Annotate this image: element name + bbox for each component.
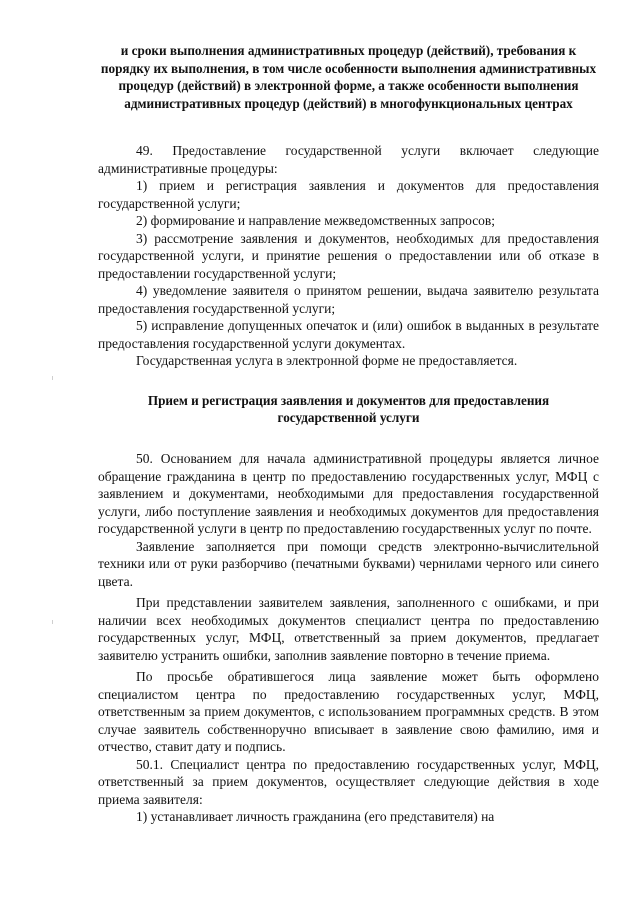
scan-margin-mark-top — [52, 376, 53, 380]
paragraph-49-intro: 49. Предоставление государственной услуги включает следующие административные процедуры: — [98, 143, 599, 176]
scan-margin-mark-bottom — [52, 620, 53, 624]
document-page — [98, 42, 599, 826]
section-heading-procedures: и сроки выполнения административных процедур (действий), требования к порядку их выполнения, в том числе особенности выполнения административных процедур (действий) в электронной форме, а также особенности выполнения административных процедур (действий) в многофункциональных центрах — [100, 43, 597, 111]
paragraph-50-4: По просьбе обратившегося лица заявление может быть оформлено специалистом центра по предоставлению государственных услуг, МФЦ, ответственным за прием документов, с использованием программных средств. В этом случае заявитель собственноручно вписывает в заявление свою фамилию, имя и отчество, ставит дату и подпись. — [98, 669, 599, 755]
section-heading-reception: Прием и регистрация заявления и документов для предоставления государственной услуги — [147, 392, 550, 426]
paragraph-50-1-1: 50.1. Специалист центра по предоставлению государственных услуг, МФЦ, ответственный за прием документов, осуществляет следующие действия в ходе приема заявителя: — [98, 756, 599, 807]
paragraph-50-1: 50. Основанием для начала административной процедуры является личное обращение гражданина в центр по предоставлению государственных услуг, МФЦ с заявлением и документами, необходимыми для предоставления государственной услуги, либо поступление заявления и необходимых документов для предоставления государственной услуги в центр по предоставлению государственных услуг по почте. — [98, 451, 599, 537]
list-item-49-1: 1) прием и регистрация заявления и документов для предоставления государственной услуги; — [98, 178, 599, 211]
paragraph-50-1-item-1: 1) устанавливает личность гражданина (его представителя) на — [136, 809, 495, 825]
paragraph-49-note: Государственная услуга в электронной форме не предоставляется. — [136, 353, 518, 369]
list-item-49-5: 5) исправление допущенных опечаток и (или) ошибок в выданных в результате предоставления государственной услуги документах. — [98, 318, 599, 351]
paragraph-50-2: Заявление заполняется при помощи средств электронно-вычислительной техники или от руки разборчиво (печатными буквами) чернилами черного или синего цвета. — [98, 538, 599, 589]
list-item-49-3: 3) рассмотрение заявления и документов, необходимых для предоставления государственной услуги, и принятие решения о предоставлении или об отказе в предоставлении государственной услуги; — [98, 230, 599, 281]
list-item-49-2: 2) формирование и направление межведомственных запросов; — [136, 213, 496, 229]
paragraph-50-3: При представлении заявителем заявления, заполненного с ошибками, и при наличии всех необходимых документов специалист центра по предоставлению государственных услуг, МФЦ, ответственный за прием документов, предлагает заявителю устранить ошибки, заполнив заявление повторно в течение приема. — [98, 595, 599, 663]
list-item-49-4: 4) уведомление заявителя о принятом решении, выдача заявителю результата предоставления государственной услуги; — [98, 283, 599, 316]
